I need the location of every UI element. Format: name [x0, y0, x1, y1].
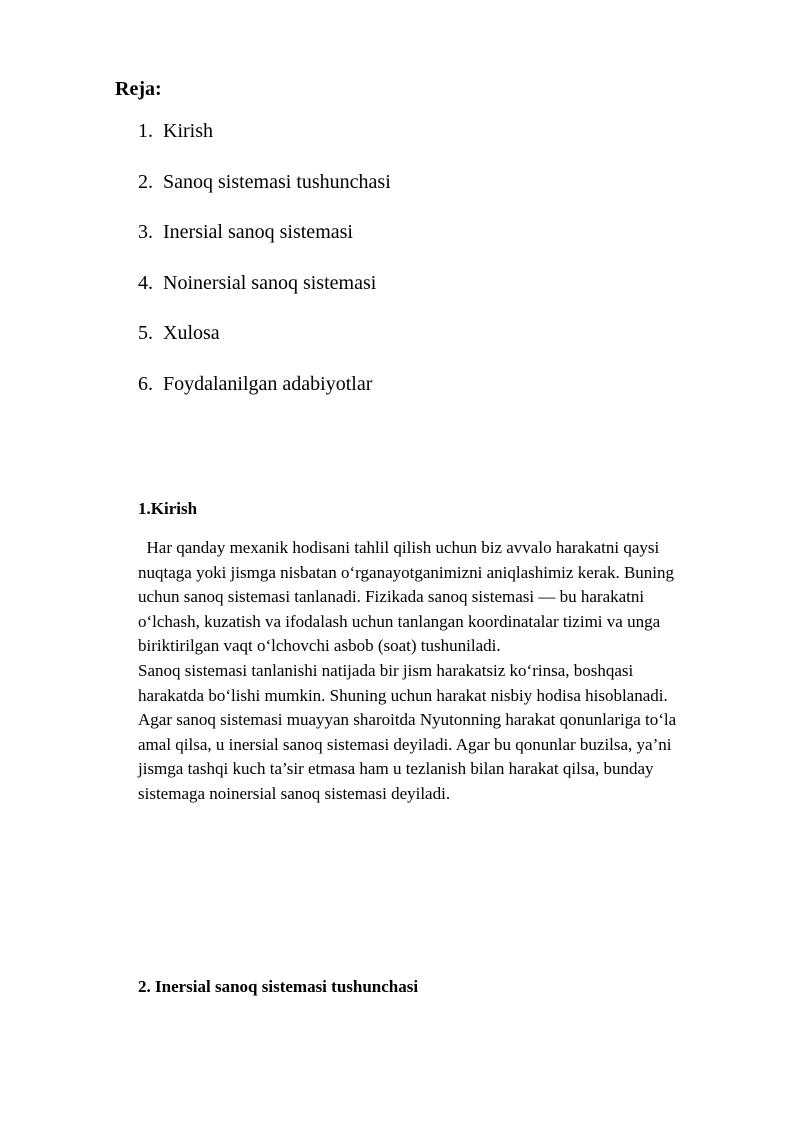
plan-item-number: 2.: [138, 170, 153, 193]
introduction-paragraph: [138, 536, 758, 807]
plan-item: [138, 118, 391, 169]
plan-heading: Reja:: [115, 78, 162, 100]
plan-item-number: 1.: [138, 120, 153, 142]
plan-item: [138, 270, 391, 321]
paragraph-line: sistemaga noinersial sanoq sistemasi deyiladi.: [138, 783, 451, 803]
plan-item-label: Noinersial sanoq sistemasi: [163, 271, 377, 294]
paragraph-line: Sanoq sistemasi tanlanishi natijada bir jism harakatsiz ko‘rinsa, boshqasi: [138, 660, 634, 680]
plan-item: [138, 371, 391, 422]
plan-item-number: 4.: [138, 271, 153, 294]
paragraph-line: nuqtaga yoki jismga nisbatan o‘rganayotganimizni aniqlashimiz kerak. Buning: [138, 562, 675, 582]
plan-item-label: Kirish: [163, 120, 213, 142]
plan-item: [138, 169, 391, 220]
paragraph-line: biriktirilgan vaqt o‘lchovchi asbob (soat) tushuniladi.: [138, 636, 501, 656]
plan-item: [138, 219, 391, 270]
plan-item-label: Sanoq sistemasi tushunchasi: [163, 170, 391, 193]
paragraph-line: o‘lchash, kuzatish va ifodalash uchun tanlangan koordinatalar tizimi va unga: [138, 611, 661, 631]
plan-item-number: 3.: [138, 221, 153, 243]
paragraph-line: amal qilsa, u inersial sanoq sistemasi deyiladi. Agar bu qonunlar buzilsa, ya’ni: [138, 734, 672, 754]
plan-item-label: Foydalanilgan adabiyotlar: [163, 372, 373, 395]
plan-item-number: 5.: [138, 322, 153, 344]
paragraph-line: Har qanday mexanik hodisani tahlil qilish uchun biz avvalo harakatni qaysi: [138, 538, 660, 557]
section-heading-inertial: 2. Inersial sanoq sistemasi tushunchasi: [138, 977, 419, 996]
section-heading-introduction: 1.Kirish: [138, 499, 198, 518]
plan-item-label: Xulosa: [163, 322, 220, 344]
plan-list: [138, 118, 391, 421]
paragraph-line: uchun sanoq sistemasi tanlanadi. Fizikada sanoq sistemasi — bu harakatni: [138, 587, 645, 607]
paragraph-line: Agar sanoq sistemasi muayyan sharoitda Nyutonning harakat qonunlariga to‘la: [138, 710, 677, 730]
paragraph-line: harakatda bo‘lishi mumkin. Shuning uchun harakat nisbiy hodisa hisoblanadi.: [138, 685, 668, 705]
plan-item: [138, 320, 391, 371]
paragraph-line: jismga tashqi kuch ta’sir etmasa ham u tezlanish bilan harakat qilsa, bunday: [138, 759, 654, 779]
plan-item-label: Inersial sanoq sistemasi: [163, 221, 353, 243]
plan-item-number: 6.: [138, 372, 153, 395]
